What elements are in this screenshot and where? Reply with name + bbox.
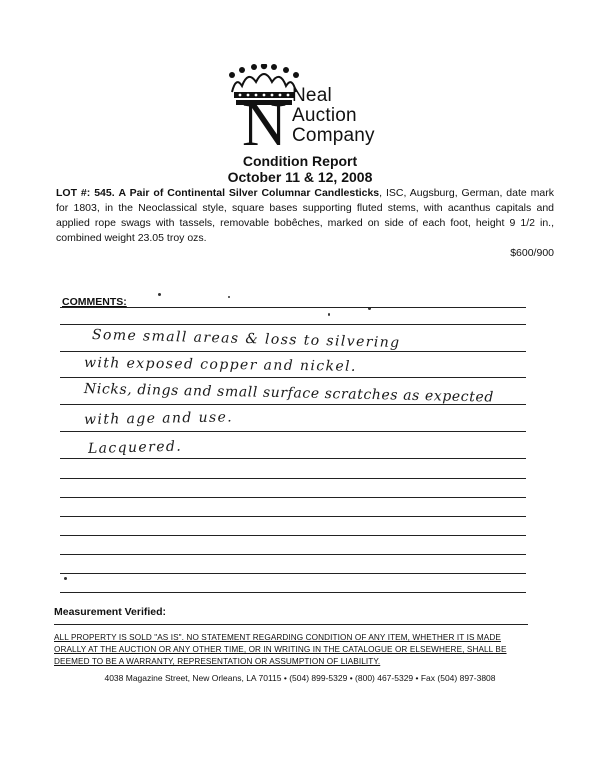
measurement-rule — [54, 624, 528, 625]
measurement-verified-label: Measurement Verified: — [54, 606, 167, 618]
lot-label: LOT #: — [56, 187, 91, 199]
scan-speck — [158, 293, 161, 296]
comment-rule — [60, 592, 526, 593]
logo-word-auction: Auction — [292, 105, 357, 126]
report-date: October 11 & 12, 2008 — [227, 169, 373, 185]
comment-rule — [60, 351, 526, 352]
scan-speck — [228, 296, 230, 298]
lot-details: , ISC, Augsburg, German, date mark for 1803, in the Neoclassical style, square bases supporting fluted stems, with acanthus capitals and applied rope swags with tassels, removable bobêches, marked on side of each foot, height 9 1/2 in., combined weight 23.05 troy ozs. — [56, 187, 554, 244]
scan-speck — [328, 313, 330, 316]
comments-label: COMMENTS: — [62, 296, 127, 308]
disclaimer-text: ALL PROPERTY IS SOLD "AS IS". NO STATEMENT REGARDING CONDITION OF ANY ITEM, WHETHER IT IS MADE ORALLY AT THE AUCTION OR ANY OTHER TIME, OR IN WRITING IN THE CATALOGUE OR ELSEWHERE, SHALL BE DEEMED TO BE A WARRANTY, REPRESENTATION OR ASSUMPTION OF LIABILITY. — [54, 633, 507, 666]
lot-description — [56, 186, 554, 261]
comment-rule — [60, 377, 526, 378]
scan-speck — [64, 577, 67, 580]
lot-estimate: $600/900 — [510, 247, 554, 259]
logo-word-neal: Neal — [292, 85, 332, 106]
comment-rule — [60, 497, 526, 498]
comment-rule — [60, 307, 526, 308]
logo-letter: N — [242, 91, 287, 159]
handwritten-comment: with age and use. — [83, 409, 234, 428]
comment-rule — [60, 458, 526, 459]
handwritten-comment: Nicks, dings and small surface scratches as expected — [83, 381, 495, 406]
comment-rule — [60, 516, 526, 517]
company-address: 4038 Magazine Street, New Orleans, LA 70115 • (504) 899-5329 • (800) 467-5329 • Fax (504) 897-3808 — [104, 673, 496, 683]
handwritten-comment: Lacquered. — [87, 438, 183, 457]
lot-title: A Pair of Continental Silver Columnar Candlesticks — [118, 187, 380, 199]
logo-word-company: Company — [292, 125, 375, 146]
comment-rule — [60, 324, 526, 325]
comment-rule — [60, 573, 526, 574]
handwritten-comment: Some small areas & loss to silvering — [91, 327, 401, 352]
lot-number: 545. — [94, 187, 115, 199]
comment-rule — [60, 431, 526, 432]
company-logo — [228, 64, 388, 159]
handwritten-comment: with exposed copper and nickel. — [83, 355, 357, 375]
report-title: Condition Report — [242, 153, 358, 169]
comment-rule — [60, 554, 526, 555]
comment-rule — [60, 478, 526, 479]
comment-rule — [60, 535, 526, 536]
